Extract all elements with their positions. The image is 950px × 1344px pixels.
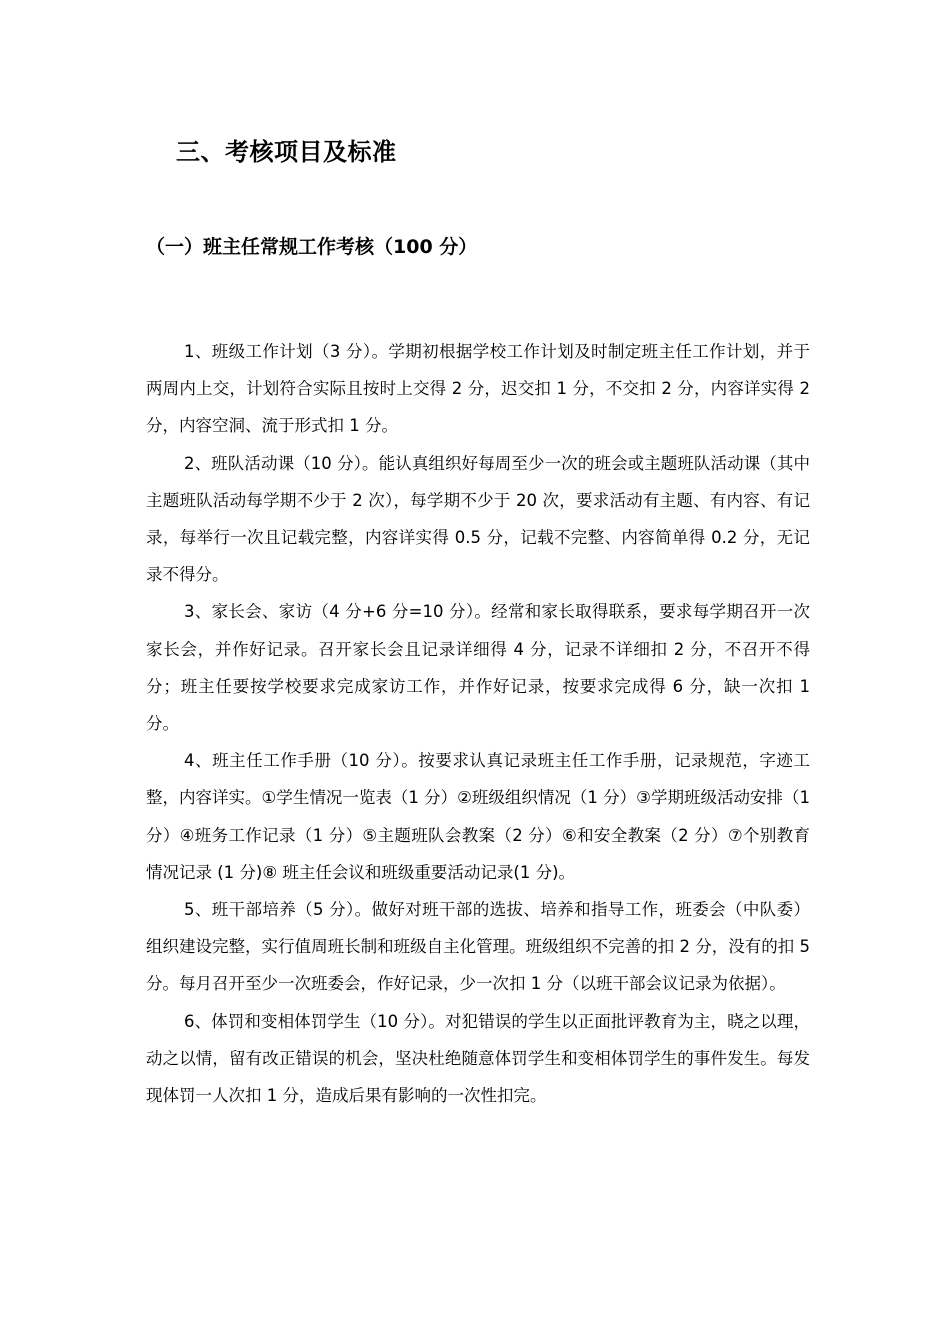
paragraph-corporal-punishment: 6、体罚和变相体罚学生（10 分）。对犯错误的学生以正面批评教育为主，晓之以理，动之以情，留有改正错误的机会，坚决杜绝随意体罚学生和变相体罚学生的事件发生。每发现体罚一人次扣 1 分，造成后果有影响的一次性扣完。 xyxy=(146,1011,810,1106)
paragraph-class-work-plan: 1、班级工作计划（3 分）。学期初根据学校工作计划及时制定班主任工作计划，并于两周内上交，计划符合实际且按时上交得 2 分，迟交扣 1 分，不交扣 2 分，内容详实得 2 分，内容空洞、流于形式扣 1 分。 xyxy=(146,342,810,436)
subsection-title: （一）班主任常规工作考核（100 分） xyxy=(146,236,478,258)
paragraph-class-activity-lesson: 2、班队活动课（10 分）。能认真组织好每周至少一次的班会或主题班队活动课（其中主题班队活动每学期不少于 2 次），每学期不少于 20 次，要求活动有主题、有内容、有记录，每举行一次且记载完整，内容详实得 0.5 分，记载不完整、内容简单得 0.2 分，无记录不得分。 xyxy=(146,453,810,585)
paragraph-teacher-handbook: 4、班主任工作手册（10 分）。按要求认真记录班主任工作手册，记录规范，字迹工整，内容详实。①学生情况一览表（1 分）②班级组织情况（1 分）③学期班级活动安排（1 分）④班务工作记录（1 分）⑤主题班队会教案（2 分）⑥和安全教案（2 分）⑦个别教育情况记录 (1 分)⑧ 班主任会议和班级重要活动记录(1 分)。 xyxy=(146,751,810,882)
paragraph-class-cadre-training: 5、班干部培养（5 分）。做好对班干部的选拔、培养和指导工作，班委会（中队委）组织建设完整，实行值周班长制和班级自主化管理。班级组织不完善的扣 2 分，没有的扣 5 分。每月召开至少一次班委会，作好记录，少一次扣 1 分（以班干部会议记录为依据）。 xyxy=(146,900,810,994)
section-title: 三、考核项目及标准 xyxy=(176,138,397,166)
paragraph-parent-meeting-visit: 3、家长会、家访（4 分+6 分=10 分）。经常和家长取得联系，要求每学期召开一次家长会，并作好记录。召开家长会且记录详细得 4 分，记录不详细扣 2 分，不召开不得分；班主任要按学校要求完成家访工作，并作好记录，按要求完成得 6 分，缺一次扣 1 分。 xyxy=(146,602,810,734)
document-body xyxy=(146,333,810,1114)
